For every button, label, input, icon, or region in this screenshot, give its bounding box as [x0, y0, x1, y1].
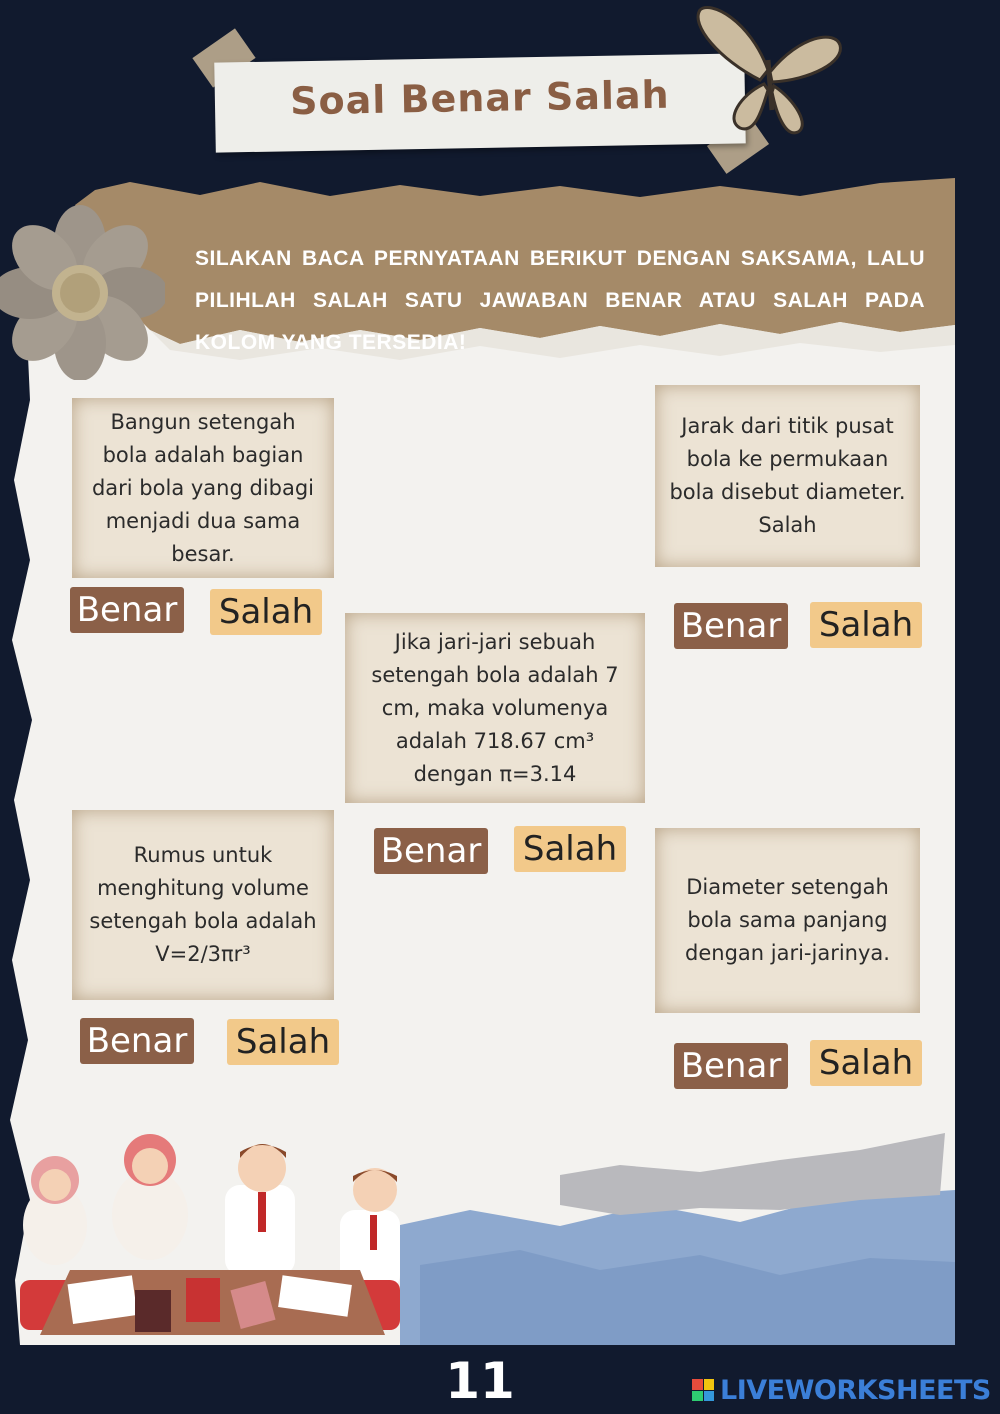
salah-button[interactable]: Salah: [810, 1040, 922, 1086]
page-number: 11: [445, 1352, 515, 1410]
benar-button[interactable]: Benar: [374, 828, 488, 874]
question-text: Jarak dari titik pusat bola ke permukaan bola disebut diameter. Salah: [669, 414, 906, 537]
instruction-text: SILAKAN BACA PERNYATAAN BERIKUT DENGAN SAKSAMA, LALU PILIHLAH SALAH SATU JAWABAN BENAR ATAU SALAH PADA KOLOM YANG TERSEDIA!: [195, 247, 925, 354]
students-illustration: [0, 1130, 420, 1350]
benar-button[interactable]: Benar: [674, 1043, 788, 1089]
liveworksheets-logo-icon: [692, 1379, 714, 1401]
brand-text: LIVEWORKSHEETS: [720, 1374, 991, 1406]
salah-button[interactable]: Salah: [227, 1019, 339, 1065]
liveworksheets-brand[interactable]: [692, 1372, 991, 1408]
title-banner: [214, 53, 745, 152]
benar-button[interactable]: Benar: [674, 603, 788, 649]
question-card-3: [345, 613, 645, 803]
question-text: Bangun setengah bola adalah bagian dari bola yang dibagi menjadi dua sama besar.: [91, 409, 315, 566]
question-card-1: [72, 398, 334, 578]
question-card-2: [655, 385, 920, 567]
salah-button[interactable]: Salah: [210, 589, 322, 635]
question-text: Rumus untuk menghitung volume setengah bola adalah V=2/3πr³: [89, 843, 317, 966]
benar-button[interactable]: Benar: [70, 587, 184, 633]
salah-button[interactable]: Salah: [810, 602, 922, 648]
question-card-4: [72, 810, 334, 1000]
question-text: Jika jari-jari sebuah setengah bola adalah 7 cm, maka volumenya adalah 718.67 cm³ dengan π=3.14: [371, 629, 619, 786]
benar-button[interactable]: Benar: [80, 1018, 194, 1064]
question-card-5: [655, 828, 920, 1013]
salah-button[interactable]: Salah: [514, 826, 626, 872]
page-title: Soal Benar Salah: [289, 72, 671, 124]
flower-icon: [0, 205, 165, 380]
butterfly-icon: [690, 0, 845, 140]
question-text: Diameter setengah bola sama panjang dengan jari-jarinya.: [685, 875, 890, 965]
